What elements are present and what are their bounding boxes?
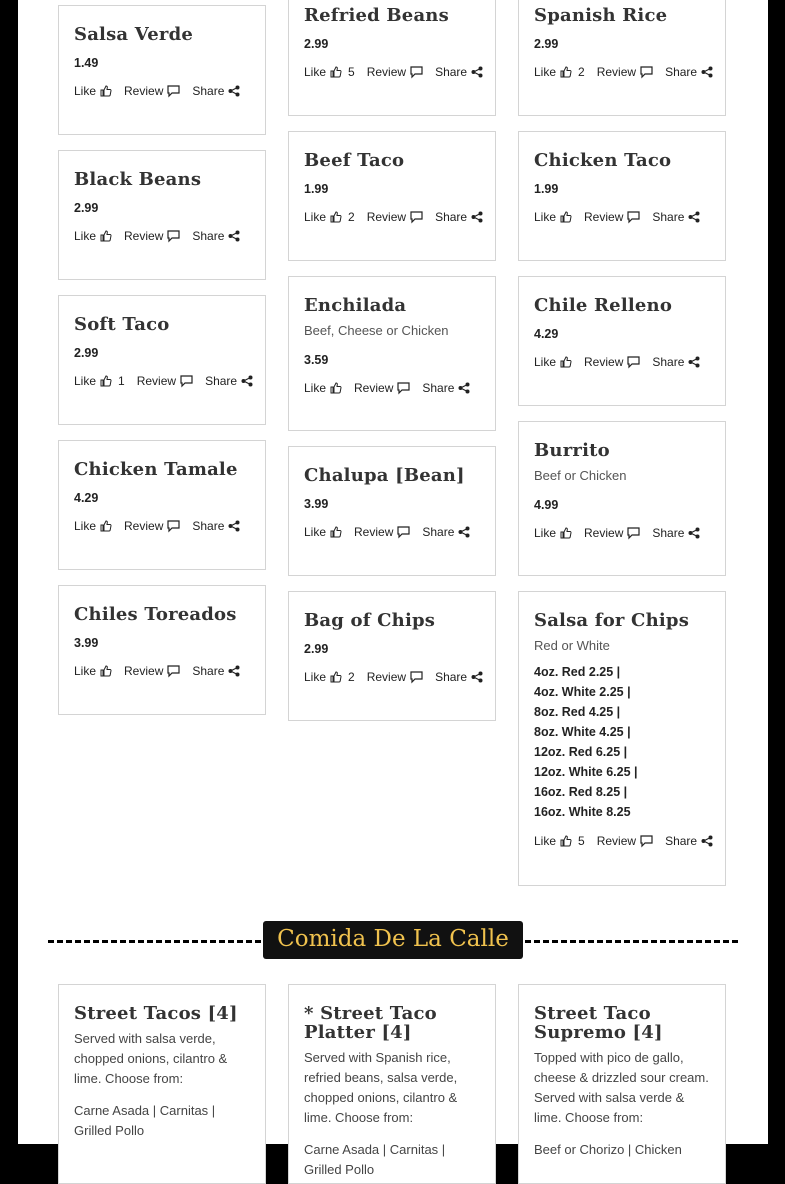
item-actions — [304, 668, 480, 686]
menu-card-refried-beans — [288, 0, 496, 116]
share-button[interactable]: Share — [192, 229, 240, 243]
size-options — [534, 662, 710, 822]
thumbs-up-icon — [330, 382, 342, 394]
item-title: Chicken Taco — [534, 150, 672, 171]
item-actions — [534, 524, 710, 542]
share-icon — [471, 671, 483, 683]
menu-card-salsa-verde — [58, 5, 266, 135]
thumbs-up-icon — [100, 665, 112, 677]
review-button[interactable]: Review — [354, 381, 410, 395]
share-icon — [458, 382, 470, 394]
comment-icon — [397, 526, 410, 538]
like-count: 1 — [118, 374, 125, 388]
share-button[interactable]: Share — [192, 664, 240, 678]
share-icon — [688, 356, 700, 368]
review-button[interactable]: Review — [354, 525, 410, 539]
share-button[interactable]: Share — [665, 834, 713, 848]
item-title: Salsa Verde — [74, 24, 194, 45]
share-button[interactable]: Share — [205, 374, 253, 388]
item-actions — [74, 372, 250, 390]
item-title: Bag of Chips — [304, 610, 436, 631]
menu-card-chiles-toreados — [58, 585, 266, 715]
like-count: 5 — [578, 834, 585, 848]
share-button[interactable]: Share — [435, 670, 483, 684]
item-actions — [304, 63, 480, 81]
like-button[interactable]: Like 2 — [534, 65, 585, 79]
menu-card-chicken-taco — [518, 131, 726, 261]
review-button[interactable]: Review — [124, 519, 180, 533]
share-icon — [688, 211, 700, 223]
item-price: 1.49 — [74, 56, 99, 70]
share-button[interactable]: Share — [422, 525, 470, 539]
menu-card-burrito — [518, 421, 726, 576]
like-button[interactable]: Like — [74, 664, 112, 678]
share-icon — [701, 835, 713, 847]
like-button[interactable]: Like — [304, 381, 342, 395]
thumbs-up-icon — [100, 85, 112, 97]
item-title: Beef Taco — [304, 150, 405, 171]
thumbs-up-icon — [560, 356, 572, 368]
comment-icon — [167, 230, 180, 242]
thumbs-up-icon — [100, 230, 112, 242]
item-title: Chile Relleno — [534, 295, 673, 316]
comment-icon — [410, 671, 423, 683]
thumbs-up-icon — [560, 527, 572, 539]
review-button[interactable]: Review — [367, 670, 423, 684]
like-button[interactable]: Like — [534, 355, 572, 369]
section-title: Comida De La Calle — [263, 921, 523, 959]
item-description: Served with Spanish rice, refried beans, salsa verde, chopped onions, cilantro & lime. Choose from: — [304, 1050, 458, 1125]
size-option: 8oz. Red 4.25 | — [534, 705, 621, 719]
item-title: * Street Taco Platter [4] — [304, 1003, 437, 1043]
menu-card-bag-of-chips — [288, 591, 496, 721]
thumbs-up-icon — [560, 835, 572, 847]
menu-card-street-tacos — [58, 984, 266, 1184]
share-button[interactable]: Share — [192, 84, 240, 98]
like-count: 2 — [348, 670, 355, 684]
review-button[interactable]: Review — [597, 834, 653, 848]
share-icon — [688, 527, 700, 539]
item-title: Street Taco Supremo [4] — [534, 1003, 663, 1043]
share-icon — [701, 66, 713, 78]
share-button[interactable]: Share — [422, 381, 470, 395]
item-description: Served with salsa verde, chopped onions, cilantro & lime. Choose from: — [74, 1031, 228, 1086]
item-actions — [304, 208, 480, 226]
review-button[interactable]: Review — [124, 664, 180, 678]
item-description: Beef, Cheese or Chicken — [304, 323, 449, 338]
item-title: Black Beans — [74, 169, 202, 190]
size-option: 16oz. Red 8.25 | — [534, 785, 628, 799]
share-icon — [228, 85, 240, 97]
review-button[interactable]: Review — [584, 355, 640, 369]
review-button[interactable]: Review — [367, 65, 423, 79]
item-title: Street Tacos [4] — [74, 1003, 238, 1024]
item-price: 4.29 — [74, 491, 99, 505]
item-title: Salsa for Chips — [534, 610, 690, 631]
item-description: Red or White — [534, 638, 610, 653]
like-button[interactable]: Like — [74, 519, 112, 533]
comment-icon — [640, 835, 653, 847]
section-header — [18, 921, 768, 959]
review-button[interactable]: Review — [597, 65, 653, 79]
item-price: 3.99 — [304, 497, 329, 511]
item-actions — [74, 662, 250, 680]
meat-options: Carne Asada | Carnitas | Grilled Pollo — [74, 1103, 216, 1138]
like-count: 2 — [578, 65, 585, 79]
thumbs-up-icon — [330, 526, 342, 538]
menu-card-soft-taco — [58, 295, 266, 425]
size-option: 12oz. White 6.25 | — [534, 765, 638, 779]
share-icon — [471, 211, 483, 223]
item-actions — [304, 379, 480, 397]
item-price: 4.29 — [534, 327, 559, 341]
comment-icon — [627, 211, 640, 223]
share-icon — [458, 526, 470, 538]
item-price: 2.99 — [74, 346, 99, 360]
size-option: 4oz. Red 2.25 | — [534, 665, 621, 679]
menu-card-chile-relleno — [518, 276, 726, 406]
item-title: Soft Taco — [74, 314, 170, 335]
item-actions — [74, 517, 250, 535]
share-icon — [471, 66, 483, 78]
item-price: 1.99 — [534, 182, 559, 196]
comment-icon — [167, 85, 180, 97]
item-price: 3.99 — [74, 636, 99, 650]
menu-card-chicken-tamale — [58, 440, 266, 570]
share-button[interactable]: Share — [652, 355, 700, 369]
share-icon — [228, 230, 240, 242]
item-actions — [74, 227, 250, 245]
thumbs-up-icon — [560, 211, 572, 223]
thumbs-up-icon — [100, 520, 112, 532]
item-price: 2.99 — [304, 37, 329, 51]
review-button[interactable]: Review — [124, 229, 180, 243]
item-title: Chiles Toreados — [74, 604, 237, 625]
thumbs-up-icon — [330, 66, 342, 78]
like-button[interactable]: Like 2 — [304, 210, 355, 224]
thumbs-up-icon — [330, 211, 342, 223]
thumbs-up-icon — [100, 375, 112, 387]
comment-icon — [167, 665, 180, 677]
review-button[interactable]: Review — [124, 84, 180, 98]
item-title: Chalupa [Bean] — [304, 465, 465, 486]
comment-icon — [410, 66, 423, 78]
menu-page — [18, 0, 768, 1177]
size-option: 4oz. White 2.25 | — [534, 685, 631, 699]
item-price: 2.99 — [304, 642, 329, 656]
menu-card-enchilada — [288, 276, 496, 431]
item-description: Topped with pico de gallo, cheese & drizzled sour cream. Served with salsa verde & lime. Choose from: — [534, 1050, 709, 1125]
menu-card-chalupa — [288, 446, 496, 576]
like-button[interactable]: Like — [74, 229, 112, 243]
item-title: Refried Beans — [304, 5, 449, 26]
menu-card-black-beans — [58, 150, 266, 280]
like-count: 2 — [348, 210, 355, 224]
item-price: 2.99 — [74, 201, 99, 215]
size-option: 16oz. White 8.25 — [534, 805, 631, 819]
item-actions — [534, 63, 710, 81]
like-button[interactable]: Like — [304, 525, 342, 539]
share-button[interactable]: Share — [665, 65, 713, 79]
comment-icon — [627, 527, 640, 539]
thumbs-up-icon — [560, 66, 572, 78]
item-title: Spanish Rice — [534, 5, 668, 26]
item-price: 2.99 — [534, 37, 559, 51]
like-button[interactable]: Like 5 — [304, 65, 355, 79]
like-button[interactable]: Like 5 — [534, 834, 585, 848]
like-count: 5 — [348, 65, 355, 79]
comment-icon — [167, 520, 180, 532]
meat-options: Carne Asada | Carnitas | Grilled Pollo — [304, 1142, 446, 1177]
thumbs-up-icon — [330, 671, 342, 683]
meat-options: Beef or Chorizo | Chicken — [534, 1142, 682, 1157]
comment-icon — [397, 382, 410, 394]
like-button[interactable]: Like — [534, 210, 572, 224]
size-option: 12oz. Red 6.25 | — [534, 745, 628, 759]
like-button[interactable]: Like 1 — [74, 374, 125, 388]
item-actions — [534, 832, 710, 850]
share-icon — [228, 520, 240, 532]
item-price: 4.99 — [534, 498, 559, 512]
share-icon — [241, 375, 253, 387]
menu-card-street-taco-platter — [288, 984, 496, 1184]
comment-icon — [640, 66, 653, 78]
like-button[interactable]: Like 2 — [304, 670, 355, 684]
share-button[interactable]: Share — [192, 519, 240, 533]
review-button[interactable]: Review — [584, 210, 640, 224]
share-icon — [228, 665, 240, 677]
like-button[interactable]: Like — [74, 84, 112, 98]
review-button[interactable]: Review — [584, 526, 640, 540]
share-button[interactable]: Share — [435, 65, 483, 79]
item-actions — [534, 208, 710, 226]
item-price: 3.59 — [304, 353, 329, 367]
item-title: Enchilada — [304, 295, 407, 316]
like-button[interactable]: Like — [534, 526, 572, 540]
share-button[interactable]: Share — [652, 526, 700, 540]
menu-card-beef-taco — [288, 131, 496, 261]
item-title: Chicken Tamale — [74, 459, 238, 480]
share-button[interactable]: Share — [435, 210, 483, 224]
item-actions — [304, 523, 480, 541]
item-actions — [74, 82, 250, 100]
menu-card-salsa-for-chips — [518, 591, 726, 886]
comment-icon — [410, 211, 423, 223]
comment-icon — [627, 356, 640, 368]
review-button[interactable]: Review — [367, 210, 423, 224]
item-price: 1.99 — [304, 182, 329, 196]
review-button[interactable]: Review — [137, 374, 193, 388]
item-actions — [534, 353, 710, 371]
share-button[interactable]: Share — [652, 210, 700, 224]
comment-icon — [180, 375, 193, 387]
menu-card-street-taco-supremo — [518, 984, 726, 1184]
size-option: 8oz. White 4.25 | — [534, 725, 631, 739]
item-title: Burrito — [534, 440, 610, 461]
item-description: Beef or Chicken — [534, 468, 627, 483]
menu-card-spanish-rice — [518, 0, 726, 116]
